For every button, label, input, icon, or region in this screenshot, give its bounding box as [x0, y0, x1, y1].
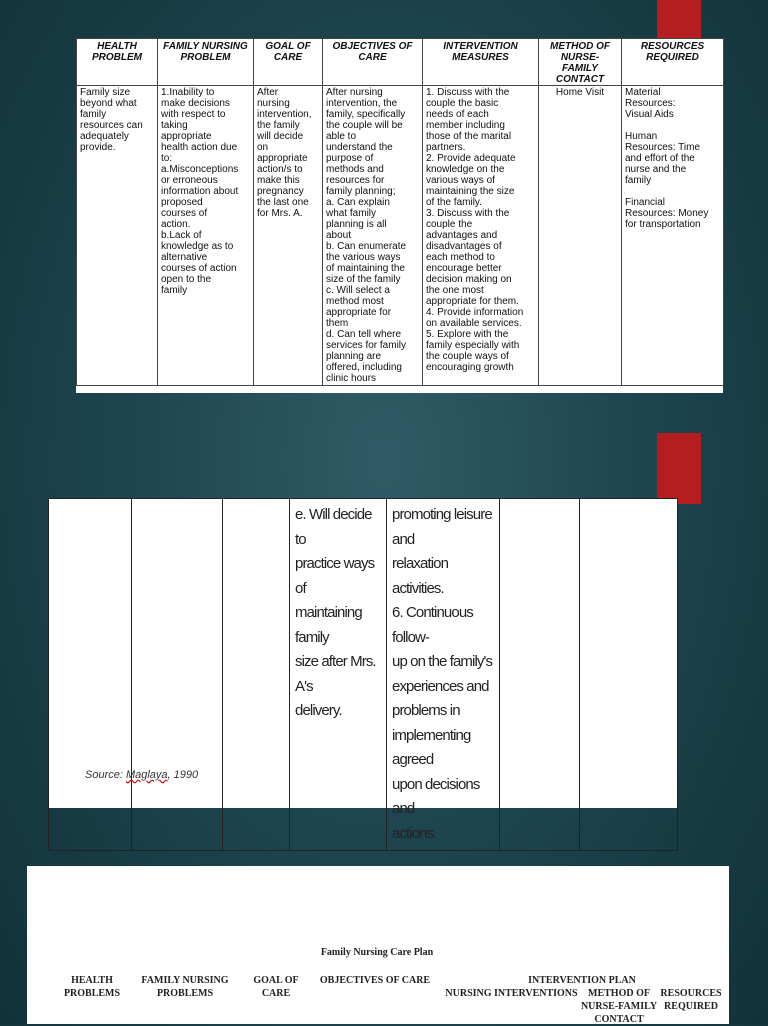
- header-family-nursing-problems: FAMILY NURSING PROBLEMS: [141, 975, 229, 999]
- cell-goal-of-care: [223, 499, 290, 851]
- source-year: , 1990: [167, 769, 199, 781]
- cell-resources-required: Material Resources: Visual Aids Human Resources: Time and effort of the nurse and the family Financial Resources: Money for transportation: [622, 86, 724, 386]
- header-intervention-measures: INTERVENTION MEASURES: [423, 39, 539, 86]
- header-health-problems: HEALTH PROBLEMS: [63, 975, 121, 999]
- source-author: Maglaya: [125, 769, 168, 781]
- cell-objectives-of-care: e. Will decide to practice ways of maintaining family size after Mrs. A's delivery.: [290, 499, 387, 851]
- cell-objectives-of-care: After nursing intervention, the family, specifically the couple will be able to understand the purpose of methods and resources for family planning; a. Can explain what family planning is all about b. Can enumerate the various ways of maintaining the size of the family c. Will select a method most appropriate for them d. Can tell where services for family planning are offered, including clinic hours: [323, 86, 423, 386]
- header-intervention-plan: INTERVENTION PLAN: [528, 975, 636, 986]
- header-resources-required: RESOURCES REQUIRED: [622, 39, 724, 86]
- cell-intervention-measures: promoting leisure and relaxation activities. 6. Continuous follow- up on the family's experiences and problems in implementing agreed upon decisions and actions.: [387, 499, 500, 851]
- cell-resources-required: [580, 499, 678, 851]
- slide-title: Family Nursing Care Plan: [320, 947, 434, 958]
- header-resources-required: RESOURCES REQUIRED: [660, 988, 722, 1012]
- table-header-row: [77, 39, 724, 86]
- cell-goal-of-care: After nursing intervention, the family will decide on appropriate action/s to make this pregnancy the last one for Mrs. A.: [254, 86, 323, 386]
- care-plan-table: [76, 38, 724, 386]
- cell-health-problem: [49, 499, 132, 851]
- header-objectives-of-care: OBJECTIVES OF CARE: [319, 975, 431, 986]
- slide-3: [27, 866, 729, 1024]
- cell-family-nursing-problem: 1.Inability to make decisions with respect to taking appropriate health action due to: a.Misconceptions or erroneous information about proposed courses of action. b.Lack of knowledge as to alternative courses of action open to the family: [158, 86, 254, 386]
- cell-family-nursing-problem: [132, 499, 223, 851]
- header-method-of-contact: METHOD OF NURSE- FAMILY CONTACT: [539, 39, 622, 86]
- header-method-of-contact: METHOD OF NURSE-FAMILY CONTACT: [580, 988, 658, 1025]
- header-goal-of-care: GOAL OF CARE: [254, 39, 323, 86]
- header-objectives-of-care: OBJECTIVES OF CARE: [323, 39, 423, 86]
- cell-method-of-contact: Home Visit: [539, 86, 622, 386]
- care-plan-continuation-table: [48, 498, 678, 851]
- slide-1: [76, 38, 723, 393]
- header-family-nursing-problem: FAMILY NURSING PROBLEM: [158, 39, 254, 86]
- cell-health-problem: Family size beyond what family resources can adequately provide.: [77, 86, 158, 386]
- cell-method-of-contact: [500, 499, 580, 851]
- header-goal-of-care: GOAL OF CARE: [253, 975, 299, 999]
- source-label: Source:: [85, 769, 126, 781]
- table-row: [49, 499, 678, 851]
- slide-2: [48, 498, 677, 842]
- source-citation: [85, 769, 198, 781]
- table-row: [77, 86, 724, 386]
- accent-tab-2: [657, 433, 701, 504]
- header-nursing-interventions: NURSING INTERVENTIONS: [445, 988, 578, 999]
- header-health-problem: HEALTH PROBLEM: [77, 39, 158, 86]
- cell-intervention-measures: 1. Discuss with the couple the basic needs of each member including those of the marital partners. 2. Provide adequate knowledge on the various ways of maintaining the size of the family. 3. Discuss with the couple the advantages and disadvantages of each method to encourage better decision making on the one most appropriate for them. 4. Provide information on available services. 5. Explore with the family especially with the couple ways of encouraging growth: [423, 86, 539, 386]
